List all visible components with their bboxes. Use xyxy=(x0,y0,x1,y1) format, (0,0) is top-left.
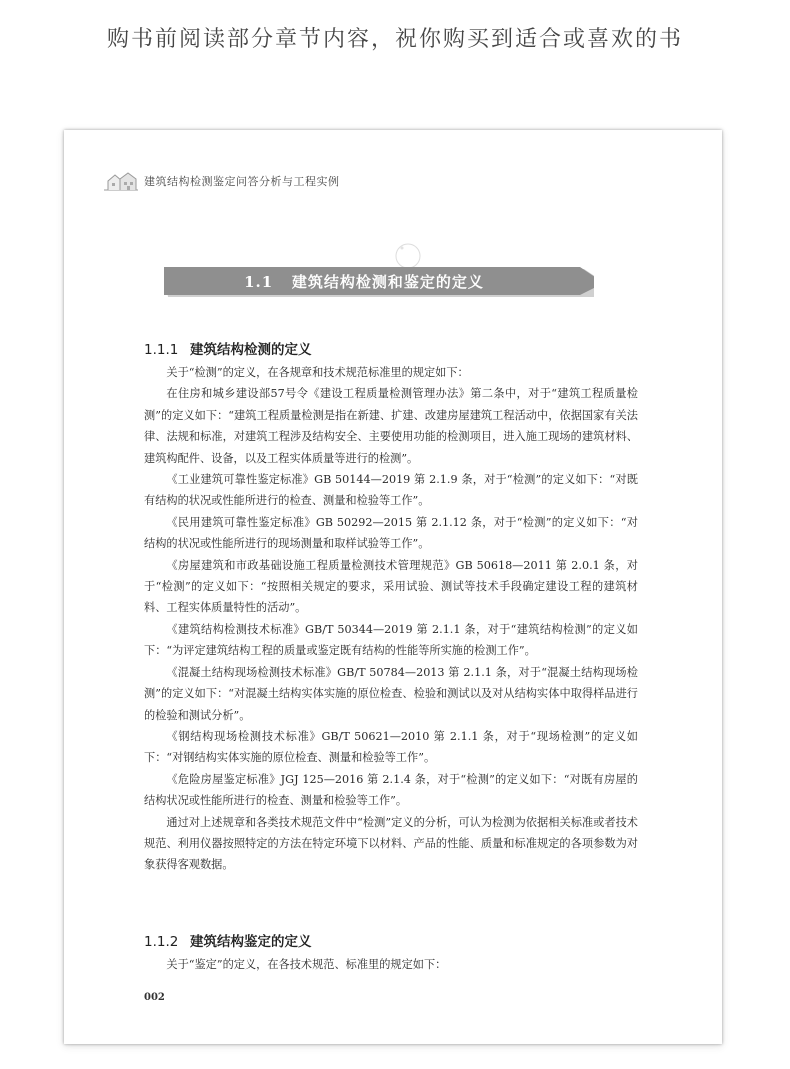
body-text-2 xyxy=(144,954,638,975)
page-number: 002 xyxy=(144,992,165,1003)
paragraph: 关于“检测”的定义，在各规章和技术规范标准里的规定如下： xyxy=(166,366,469,379)
paragraph: 在住房和城乡建设部57号令《建设工程质量检测管理办法》第二条中，对于“建筑工程质量检测”的定义如下：“建筑工程质量检测是指在新建、扩建、改建房屋建筑工程活动中，依据国家有关法律、法规和标准，对建筑工程涉及结构安全、主要使用功能的检测项目，进入施工现场的建筑材料、建筑构配件、设备，以及工程实体质量等进行的检测”。 xyxy=(144,387,638,465)
paragraph: 通过对上述规章和各类技术规范文件中“检测”定义的分析，可认为检测为依据相关标准或者技术规范、利用仪器按照特定的方法在特定环境下以材料、产品的性能、质量和标准规定的各项参数为对象获得客观数据。 xyxy=(144,815,638,872)
paragraph: 《民用建筑可靠性鉴定标准》GB 50292—2015 第 2.1.12 条，对于“检测”的定义如下：“对结构的状况或性能所进行的现场测量和取样试验等工作”。 xyxy=(144,515,638,551)
paragraph: 《混凝土结构现场检测技术标准》GB/T 50784—2013 第 2.1.1 条，对于“混凝土结构现场检测”的定义如下：“对混凝土结构实体实施的原位检查、检验和测试以及对从结构实体中取得样品进行的检验和测试分析”。 xyxy=(144,665,638,722)
subsection-number: 1.1.2 xyxy=(144,934,179,950)
running-head-title: 建筑结构检测鉴定问答分析与工程实例 xyxy=(144,175,340,188)
section-title-text: 建筑结构检测和鉴定的定义 xyxy=(291,273,484,291)
subsection-title: 建筑结构鉴定的定义 xyxy=(190,934,312,950)
paragraph: 关于“鉴定”的定义，在各技术规范、标准里的规定如下： xyxy=(166,958,447,971)
house-icon xyxy=(102,170,140,192)
subsection-title: 建筑结构检测的定义 xyxy=(190,342,312,358)
book-page xyxy=(64,130,722,1044)
paragraph: 《危险房屋鉴定标准》JGJ 125—2016 第 2.1.4 条，对于“检测”的定义如下：“对既有房屋的结构状况或性能所进行的检查、测量和检验等工作”。 xyxy=(144,772,638,808)
paragraph: 《工业建筑可靠性鉴定标准》GB 50144—2019 第 2.1.9 条，对于“检测”的定义如下：“对既有结构的状况或性能所进行的检查、测量和检验等工作”。 xyxy=(144,473,638,508)
subsection-heading-1 xyxy=(144,338,312,358)
section-title xyxy=(164,267,564,297)
paragraph: 《房屋建筑和市政基础设施工程质量检测技术管理规范》GB 50618—2011 第 2.0.1 条，对于“检测”的定义如下：“按照相关规定的要求，采用试验、测试等技术手段确定建设工程的建筑材料、工程实体质量特性的活动”。 xyxy=(144,558,638,615)
running-head xyxy=(102,170,340,192)
section-number: 1.1 xyxy=(244,273,274,291)
subsection-heading-2 xyxy=(144,930,312,950)
body-text-1 xyxy=(144,362,638,876)
decorative-circle-icon xyxy=(394,242,422,270)
promo-banner: 购书前阅读部分章节内容，祝你购买到适合或喜欢的书 xyxy=(106,27,683,52)
subsection-number: 1.1.1 xyxy=(144,342,179,358)
section-heading-band xyxy=(164,267,594,299)
paragraph: 《钢结构现场检测技术标准》GB/T 50621—2010 第 2.1.1 条，对于“现场检测”的定义如下：“对钢结构实体实施的原位检查、测量和检验等工作”。 xyxy=(144,729,638,765)
paragraph: 《建筑结构检测技术标准》GB/T 50344—2019 第 2.1.1 条，对于“建筑结构检测”的定义如下：“为评定建筑结构工程的质量或鉴定既有结构的性能等所实施的检测工作”。 xyxy=(144,622,638,658)
